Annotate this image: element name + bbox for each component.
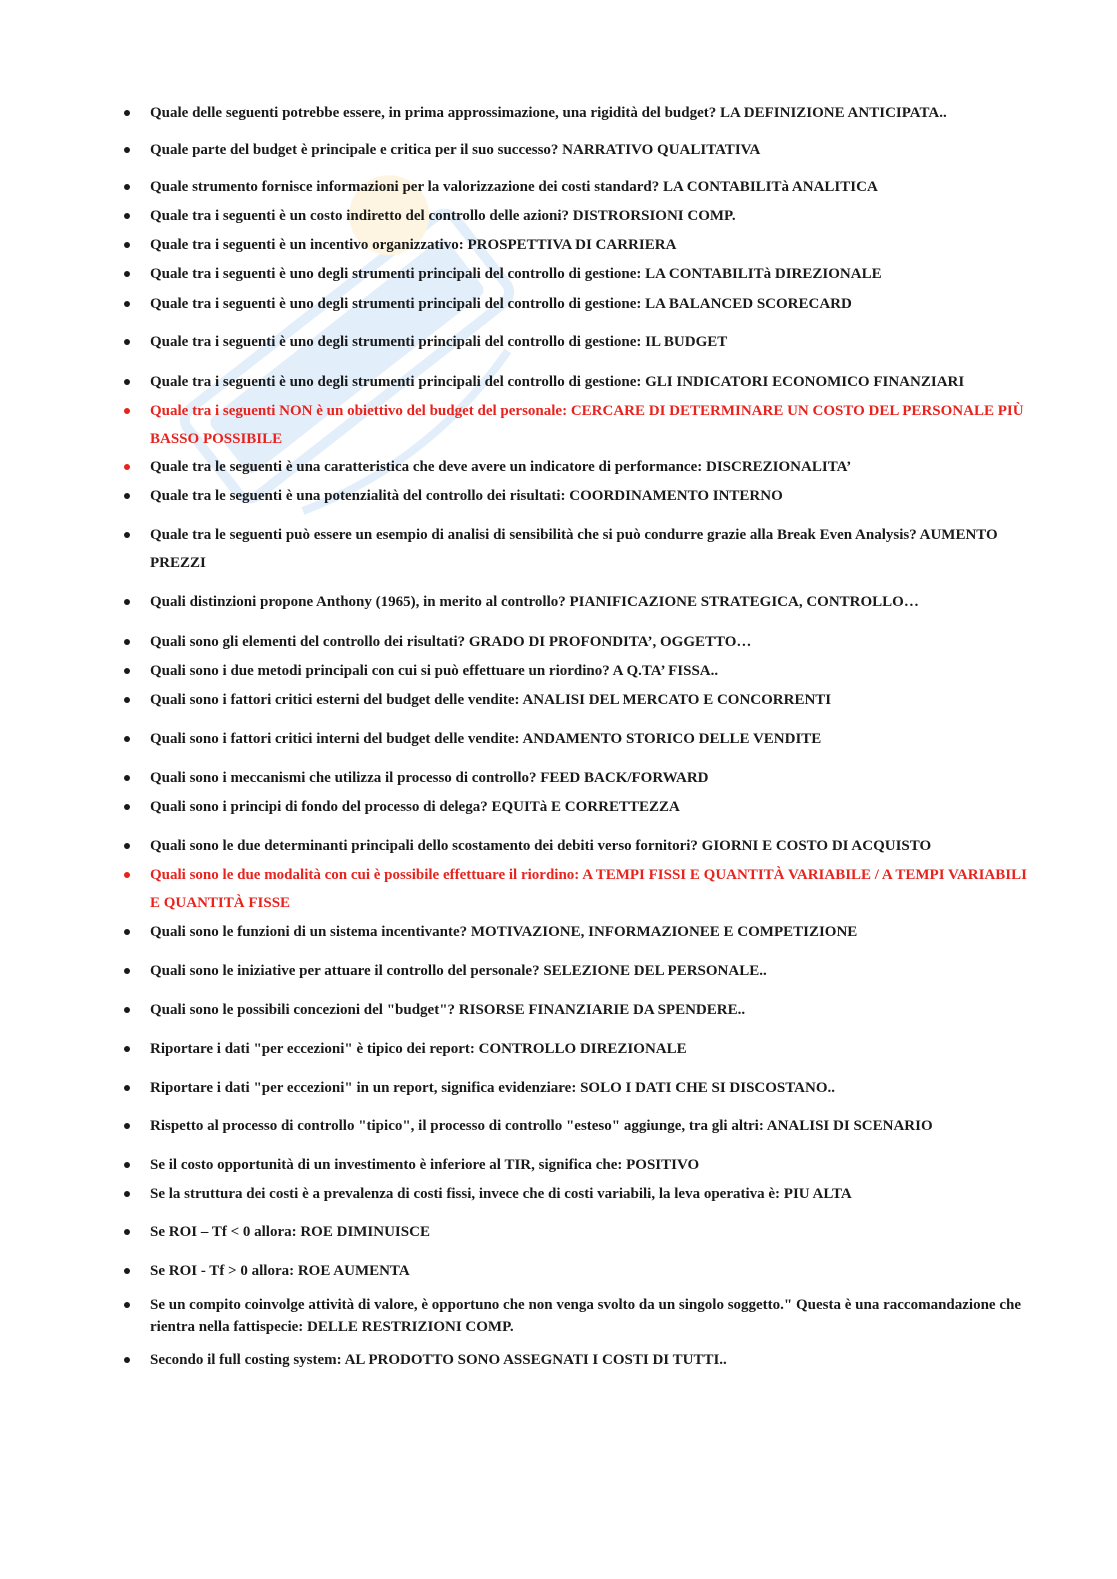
item-text: Riportare i dati "per eccezioni" è tipico dei report: CONTROLLO DIREZIONALE [150, 1041, 687, 1057]
item-text: Quali sono gli elementi del controllo dei risultati? GRADO DI PROFONDITA’, OGGETTO… [150, 634, 752, 650]
list-item [150, 588, 1040, 616]
bullet-icon [124, 1191, 130, 1197]
item-text: Quale tra i seguenti è uno degli strumenti principali del controllo di gestione: IL BUDGET [150, 334, 728, 350]
bullet-icon [124, 668, 130, 674]
list-item-highlighted [150, 397, 1040, 453]
list-item [150, 1035, 1040, 1063]
bullet-icon [124, 271, 130, 277]
bullet-icon [124, 929, 130, 935]
list-item [150, 1074, 1040, 1102]
item-text: Quale tra i seguenti NON è un obiettivo del budget del personale: CERCARE DI DETERMINARE UN COSTO DEL PERSONALE PIÙ BASSO POSSIBILE [150, 403, 1024, 447]
list-item [150, 290, 1040, 318]
bullet-icon [124, 1229, 130, 1235]
item-text: Quali sono i fattori critici interni del budget delle vendite: ANDAMENTO STORICO DELLE VENDITE [150, 731, 822, 747]
list-item [150, 725, 1040, 753]
item-text: Quale tra le seguenti è una potenzialità del controllo dei risultati: COORDINAMENTO INTERNO [150, 488, 783, 504]
bullet-icon [124, 339, 130, 345]
item-text: Quali distinzioni propone Anthony (1965), in merito al controllo? PIANIFICAZIONE STRATEGICA, CONTROLLO… [150, 594, 919, 610]
bullet-icon [124, 1007, 130, 1013]
item-text: Quale parte del budget è principale e critica per il suo successo? NARRATIVO QUALITATIVA [150, 142, 761, 158]
bullet-icon [124, 968, 130, 974]
item-text: Se ROI - Tf > 0 allora: ROE AUMENTA [150, 1263, 410, 1279]
list-item [150, 1294, 1040, 1338]
item-text: Quale tra le seguenti è una caratteristica che deve avere un indicatore di performance: DISCREZIONALITA’ [150, 459, 852, 475]
item-text: Quali sono le funzioni di un sistema incentivante? MOTIVAZIONE, INFORMAZIONEE E COMPETIZIONE [150, 924, 858, 940]
item-text: Quale tra i seguenti è un costo indiretto del controllo delle azioni? DISTRORSIONI COMP. [150, 208, 736, 224]
list-item [150, 957, 1040, 985]
bullet-icon [124, 872, 130, 878]
bullet-icon [124, 1302, 130, 1308]
item-text: Quali sono le due determinanti principali dello scostamento dei debiti verso fornitori? GIORNI E COSTO DI ACQUISTO [150, 838, 932, 854]
bullet-icon [124, 408, 130, 414]
item-text: Secondo il full costing system: AL PRODOTTO SONO ASSEGNATI I COSTI DI TUTTI.. [150, 1352, 727, 1368]
bullet-icon [124, 1046, 130, 1052]
item-text: Quali sono le iniziative per attuare il controllo del personale? SELEZIONE DEL PERSONALE.. [150, 963, 767, 979]
item-text: Quali sono le due modalità con cui è possibile effettuare il riordino: A TEMPI FISSI E QUANTITÀ VARIABILE / A TEMPI VARIABILI E QUANTITÀ FISSE [150, 867, 1027, 911]
bullet-icon [124, 1162, 130, 1168]
list-item [150, 1112, 1040, 1140]
item-text: Se la struttura dei costi è a prevalenza di costi fissi, invece che di costi variabili, la leva operativa è: PIU ALTA [150, 1186, 852, 1202]
list-item [150, 328, 1040, 356]
bullet-icon [124, 1085, 130, 1091]
list-item [150, 793, 1040, 821]
item-text: Rispetto al processo di controllo "tipico", il processo di controllo "esteso" aggiunge, tra gli altri: ANALISI DI SCENARIO [150, 1118, 933, 1134]
list-item [150, 996, 1040, 1024]
item-text: Quale strumento fornisce informazioni per la valorizzazione dei costi standard? LA CONTABILITà ANALITICA [150, 179, 878, 195]
item-text: Se un compito coinvolge attività di valore, è opportuno che non venga svolto da un singolo soggetto." Questa è una raccomandazione che rientra nella fattispecie: DELLE RESTRIZIONI COMP. [150, 1297, 1021, 1335]
bullet-icon [124, 736, 130, 742]
list-item [150, 1218, 1040, 1246]
bullet-icon [124, 599, 130, 605]
item-text: Quali sono i due metodi principali con cui si può effettuare un riordino? A Q.TA’ FISSA.. [150, 663, 719, 679]
bullet-icon [124, 464, 130, 470]
bullet-icon [124, 493, 130, 499]
bullet-icon [124, 843, 130, 849]
item-text: Riportare i dati "per eccezioni" in un report, significa evidenziare: SOLO I DATI CHE SI DISCOSTANO.. [150, 1080, 835, 1096]
bullet-icon [124, 804, 130, 810]
list-item [150, 202, 1040, 230]
bullet-icon [124, 110, 130, 116]
list-item [150, 136, 1040, 164]
item-text: Se ROI – Tf < 0 allora: ROE DIMINUISCE [150, 1224, 430, 1240]
item-text: Quale tra i seguenti è uno degli strumenti principali del controllo di gestione: LA BALANCED SCORECARD [150, 296, 852, 312]
list-item [150, 368, 1040, 396]
list-item [150, 453, 1040, 481]
list-item-highlighted [150, 861, 1040, 917]
list-item [150, 832, 1040, 860]
item-text: Quale tra i seguenti è uno degli strumenti principali del controllo di gestione: LA CONTABILITà DIREZIONALE [150, 266, 882, 282]
list-item [150, 99, 1040, 127]
list-item [150, 918, 1040, 946]
list-item [150, 1180, 1040, 1208]
bullet-icon [124, 697, 130, 703]
list-item [150, 628, 1040, 656]
bullet-icon [124, 301, 130, 307]
list-item [150, 657, 1040, 685]
list-item [150, 764, 1040, 792]
bullet-icon [124, 1123, 130, 1129]
item-text: Quale tra i seguenti è uno degli strumenti principali del controllo di gestione: GLI INDICATORI ECONOMICO FINANZIARI [150, 374, 965, 390]
list-item [150, 173, 1040, 201]
bullet-icon [124, 532, 130, 538]
item-text: Quale tra i seguenti è un incentivo organizzativo: PROSPETTIVA DI CARRIERA [150, 237, 677, 253]
list-item [150, 521, 1040, 577]
item-text: Quali sono le possibili concezioni del "budget"? RISORSE FINANZIARIE DA SPENDERE.. [150, 1002, 746, 1018]
bullet-icon [124, 379, 130, 385]
list-item [150, 1346, 1040, 1374]
item-text: Quale delle seguenti potrebbe essere, in prima approssimazione, una rigidità del budget? LA DEFINIZIONE ANTICIPATA.. [150, 105, 947, 121]
item-text: Quale tra le seguenti può essere un esempio di analisi di sensibilità che si può condurre grazie alla Break Even Analysis? AUMENTO PREZZI [150, 527, 998, 571]
item-text: Se il costo opportunità di un investimento è inferiore al TIR, significa che: POSITIVO [150, 1157, 700, 1173]
list-item [150, 686, 1040, 714]
bullet-icon [124, 639, 130, 645]
bullet-icon [124, 775, 130, 781]
list-item [150, 1151, 1040, 1179]
list-item [150, 1257, 1040, 1285]
list-item [150, 260, 1040, 288]
item-text: Quali sono i fattori critici esterni del budget delle vendite: ANALISI DEL MERCATO E CONCORRENTI [150, 692, 832, 708]
list-item [150, 482, 1040, 510]
item-text: Quali sono i principi di fondo del processo di delega? EQUITà E CORRETTEZZA [150, 799, 680, 815]
bullet-icon [124, 147, 130, 153]
bullet-icon [124, 242, 130, 248]
bullet-icon [124, 1357, 130, 1363]
bullet-icon [124, 213, 130, 219]
bullet-icon [124, 1268, 130, 1274]
list-item [150, 231, 1040, 259]
item-text: Quali sono i meccanismi che utilizza il processo di controllo? FEED BACK/FORWARD [150, 770, 709, 786]
bullet-icon [124, 184, 130, 190]
